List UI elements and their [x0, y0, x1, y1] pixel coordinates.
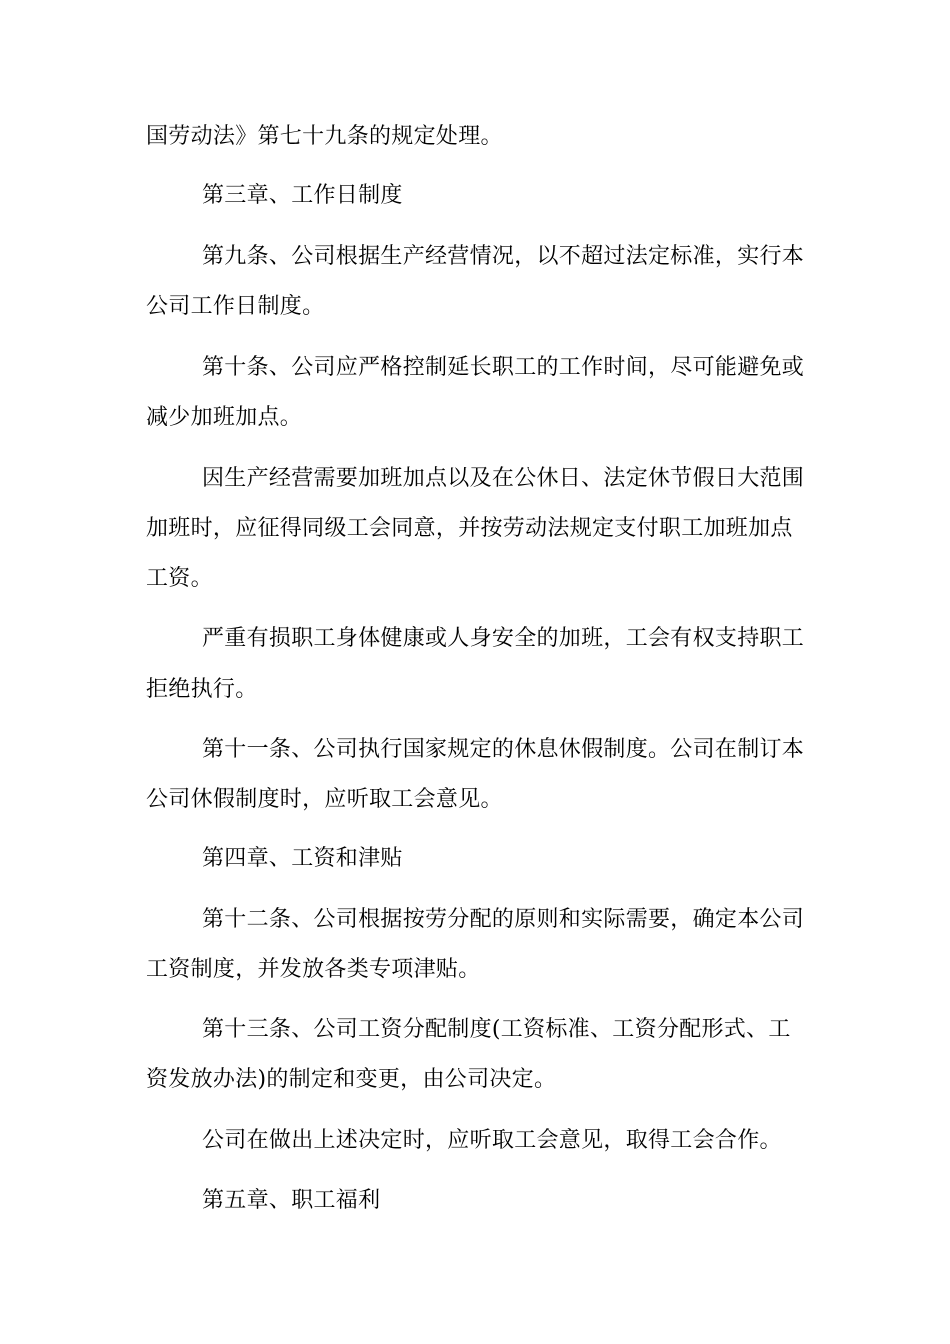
text-line: 工资制度，并发放各类专项津贴。	[146, 957, 481, 982]
text-line: 因生产经营需要加班加点以及在公休日、法定休节假日大范围	[202, 466, 805, 491]
text-line: 公司休假制度时，应听取工会意见。	[146, 787, 503, 812]
chapter-heading: 第五章、职工福利	[202, 1188, 381, 1213]
text-line: 减少加班加点。	[146, 405, 303, 430]
text-line: 第十一条、公司执行国家规定的休息休假制度。公司在制订本	[202, 737, 805, 762]
text-line: 工资。	[146, 566, 213, 591]
text-line: 资发放办法)的制定和变更，由公司决定。	[146, 1067, 557, 1092]
chapter-heading: 第三章、工作日制度	[202, 183, 403, 208]
text-line: 第十条、公司应严格控制延长职工的工作时间，尽可能避免或	[202, 355, 805, 380]
text-line: 国劳动法》第七十九条的规定处理。	[146, 124, 503, 149]
text-line: 严重有损职工身体健康或人身安全的加班，工会有权支持职工	[202, 626, 805, 651]
text-line: 拒绝执行。	[146, 677, 258, 702]
text-line: 公司工作日制度。	[146, 294, 325, 319]
text-line: 第十三条、公司工资分配制度(工资标准、工资分配形式、工	[202, 1017, 791, 1042]
text-line: 第九条、公司根据生产经营情况，以不超过法定标准，实行本	[202, 244, 805, 269]
text-line: 加班时，应征得同级工会同意，并按劳动法规定支付职工加班加点	[146, 516, 793, 541]
text-line: 公司在做出上述决定时，应听取工会意见，取得工会合作。	[202, 1128, 782, 1153]
text-line: 第十二条、公司根据按劳分配的原则和实际需要，确定本公司	[202, 907, 805, 932]
chapter-heading: 第四章、工资和津贴	[202, 846, 403, 871]
